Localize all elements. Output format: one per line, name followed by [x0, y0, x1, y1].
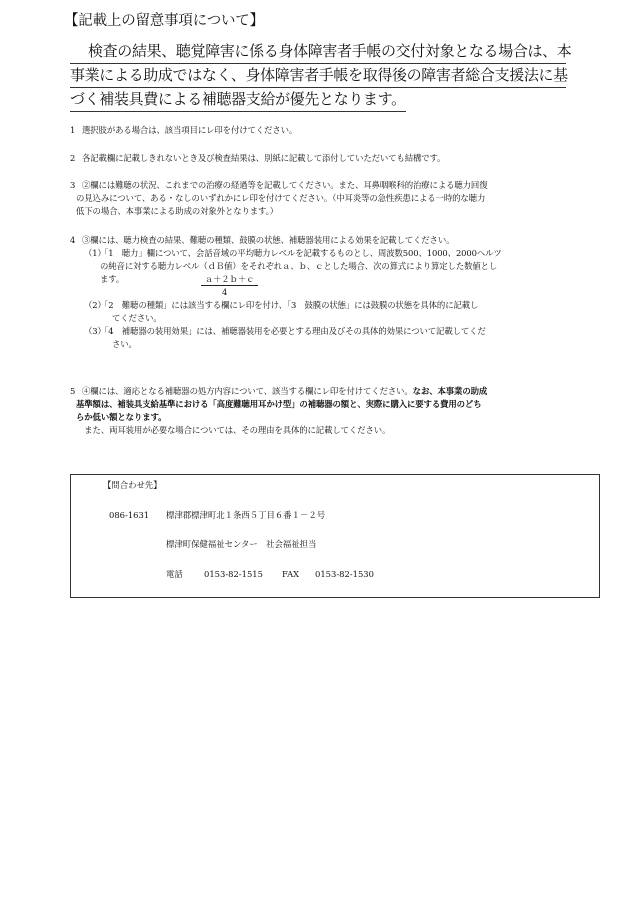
fax-label: FAX — [282, 569, 300, 579]
office-name: 標津町保健福祉センター 社会福祉担当 — [166, 539, 317, 549]
note-subitem-3 — [70, 325, 566, 351]
note-text: 選択肢がある場合は、該当項目にレ印を付けてください。 — [82, 125, 298, 135]
phone-label: 電話 — [166, 569, 183, 579]
notice-line: 事業による助成ではなく、身体障害者手帳を取得後の障害者総合支援法に基 — [70, 64, 566, 88]
address: 標津郡標津町北１条西５丁目６番１－２号 — [166, 510, 326, 520]
postal-code: 086-1631 — [109, 510, 150, 520]
notice-line: 検査の結果、聴覚障害に係る身体障害者手帳の交付対象となる場合は、本 — [70, 40, 566, 64]
note-subitem-1 — [70, 247, 566, 299]
note-text-fragment: ④欄には、適応となる補聴器の処方内容について、該当する欄にレ印を付けてください。 — [82, 386, 413, 396]
note-text — [100, 273, 566, 286]
contact-box — [70, 474, 600, 598]
notice-paragraph — [70, 40, 572, 112]
note-text: また、両耳装用が必要な場合については、その理由を具体的に記載してください。 — [76, 425, 391, 435]
subitem-label: （1） — [84, 248, 106, 258]
contact-heading: 【問合わせ先】 — [103, 480, 162, 490]
note-text: の純音に対する聴力レベル（ｄＢ値）をそれぞれａ、ｂ、ｃとした場合、次の算式により算定した数値とし — [100, 261, 498, 271]
note-text-emphasis: 基準額は、補装具支給基準における「高度難聴用耳かけ型」の補聴器の額と、実際に購入に要する費用のどち — [76, 399, 482, 409]
note-text: さい。 — [112, 339, 137, 349]
note-item-2 — [70, 152, 566, 165]
note-text: 「2 難聴の種類」には該当する欄にレ印を付け、「3 鼓膜の状態」には鼓膜の状態を具体的に記載し — [100, 300, 479, 310]
notice-line: づく補装具費による補聴器支給が優先となります。 — [70, 88, 406, 112]
note-text: てください。 — [112, 313, 162, 323]
formula-denominator: 4 — [222, 287, 228, 297]
note-text: 「1 聴力」欄について、会話音域の平均聴力レベルを記載するものとし、周波数500、1000、2000ヘルツ — [100, 248, 502, 258]
subitem-label: （3） — [84, 326, 106, 336]
note-number: 4 — [70, 235, 76, 245]
note-subitem-2 — [70, 299, 566, 325]
note-number: 5 — [70, 386, 76, 396]
note-text: の見込みについて、ある・なしのいずれかにレ印を付けてください。（中耳炎等の急性疾患による一時的な聴力 — [76, 193, 486, 203]
note-number: 1 — [70, 125, 76, 135]
note-item-1 — [70, 124, 566, 137]
fax-number: 0153-82-1530 — [315, 569, 374, 579]
note-text: 各記載欄に記載しきれないとき及び検査結果は、別紙に記載して添付していただいても結構です。 — [82, 153, 446, 163]
note-text: ②欄には難聴の状況、これまでの治療の経過等を記載してください。また、耳鼻咽喉科的治療による聴力回復 — [82, 180, 488, 190]
note-item-5 — [70, 385, 566, 437]
subitem-label: （2） — [84, 300, 106, 310]
note-text: 「4 補聴器の装用効果」には、補聴器装用を必要とする理由及びその具体的効果について記載してくだ — [100, 326, 486, 336]
phone-number: 0153-82-1515 — [204, 569, 263, 579]
formula — [201, 274, 259, 286]
note-number: 2 — [70, 153, 76, 163]
page-title: 【記載上の留意事項について】 — [64, 13, 264, 29]
formula-numerator: ａ＋２ｂ＋ｃ — [201, 274, 259, 286]
note-item-3 — [70, 179, 566, 218]
note-text-fragment: ます。 — [100, 274, 125, 284]
note-number: 3 — [70, 180, 76, 190]
note-text: ③欄には、聴力検査の結果、難聴の種類、鼓膜の状態、補聴器装用による効果を記載してください。 — [82, 235, 455, 245]
note-text: 低下の場合、本事業による助成の対象外となります。） — [76, 206, 279, 216]
note-text-emphasis: なお、本事業の助成 — [412, 386, 488, 396]
note-item-4 — [70, 234, 566, 351]
note-text — [82, 385, 566, 398]
note-text-emphasis: らか低い額となります。 — [76, 412, 167, 422]
